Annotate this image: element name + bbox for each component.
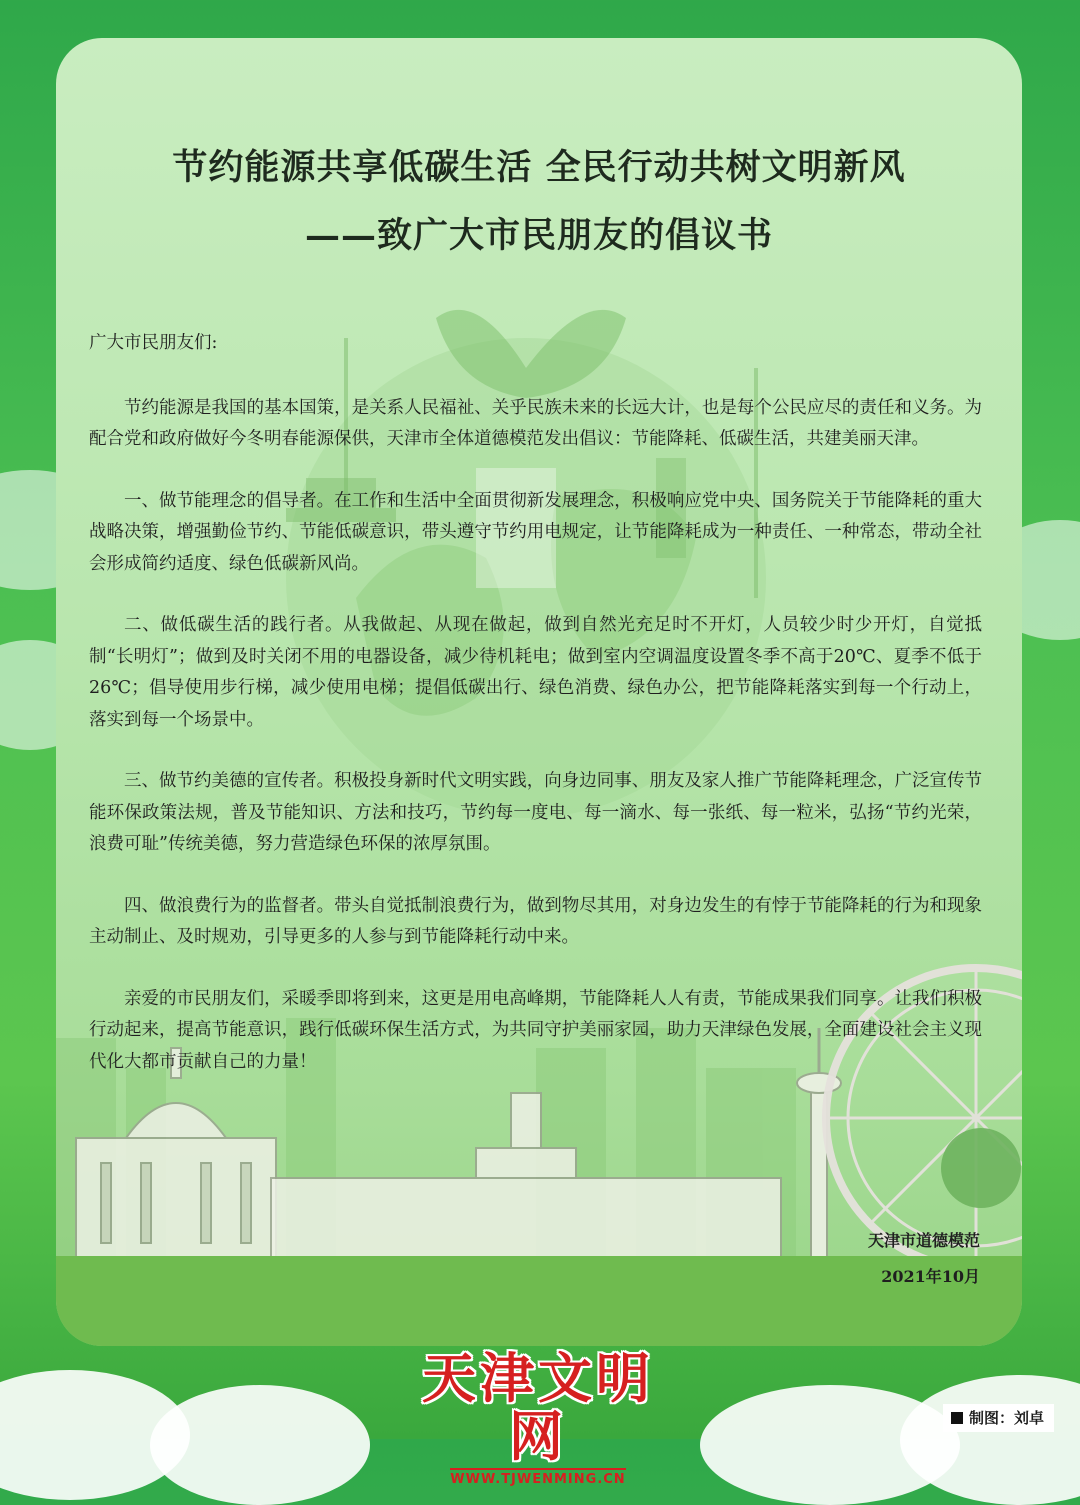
paragraph-four: 四、做浪费行为的监督者。带头自觉抵制浪费行为，做到物尽其用，对身边发生的有悖于节能降耗的行为和现象主动制止、及时规劝，引导更多的人参与到节能降耗行动中来。: [89, 895, 982, 947]
credit-text: 制图：刘卓: [968, 1409, 1044, 1427]
square-bullet-icon: [951, 1412, 963, 1424]
signature-org: 天津市道德模范: [867, 1231, 980, 1250]
letter-body: [89, 328, 982, 1108]
logo-name: 天津文明网: [422, 1347, 654, 1468]
title-line-2: ——致广大市民朋友的倡议书: [304, 215, 773, 256]
logo-url: WWW.TJWENMING.CN: [450, 1468, 625, 1487]
title-line-1: 节约能源共享低碳生活 全民行动共树文明新风: [172, 147, 906, 188]
credit-label: [943, 1404, 1054, 1432]
paragraph-three: 三、做节约美德的宣传者。积极投身新时代文明实践，向身边同事、朋友及家人推广节能降耗理念，广泛宣传节能环保政策法规，普及节能知识、方法和技巧，节约每一度电、每一滴水、每一张纸、每一粒米，弘扬“节约光荣，浪费可耻”传统美德，努力营造绿色环保的浓厚氛围。: [89, 771, 982, 854]
cloud-decoration: [150, 1385, 370, 1505]
tjwenming-logo: [398, 1347, 678, 1487]
greeting: 广大市民朋友们:: [89, 333, 218, 353]
cloud-decoration: [900, 1375, 1080, 1505]
paragraph-closing: 亲爱的市民朋友们，采暖季即将到来，这更是用电高峰期，节能降耗人人有责，节能成果我们同享。让我们积极行动起来，提高节能意识，践行低碳环保生活方式，为共同守护美丽家园，助力天津绿色发展，全面建设社会主义现代化大都市贡献自己的力量！: [89, 988, 982, 1072]
paragraph-one: 一、做节能理念的倡导者。在工作和生活中全面贯彻新发展理念，积极响应党中央、国务院关于节能降耗的重大战略决策，增强勤俭节约、节能低碳意识，带头遵守节约用电规定，让节能降耗成为一种责任、一种常态，带动全社会形成简约适度、绿色低碳新风尚。: [89, 490, 982, 574]
letter-panel: [56, 38, 1022, 1346]
paragraph-two: 二、做低碳生活的践行者。从我做起、从现在做起，做到自然光充足时不开灯，人员较少时少开灯，自觉抵制“长明灯”；做到及时关闭不用的电器设备，减少待机耗电；做到室内空调温度设置冬季不高于20℃、夏季不低于26℃；倡导使用步行梯，减少使用电梯；提倡低碳出行、绿色消费、绿色办公，把节能降耗落实到每一个行动上，落实到每一个场景中。: [89, 615, 982, 730]
signature-date: 2021年10月: [881, 1267, 980, 1286]
paragraph-intro: 节约能源是我国的基本国策，是关系人民福祉、关乎民族未来的长远大计，也是每个公民应尽的责任和义务。为配合党和政府做好今冬明春能源保供，天津市全体道德模范发出倡议：节能降耗、低碳生活，共建美丽天津。: [89, 397, 982, 449]
